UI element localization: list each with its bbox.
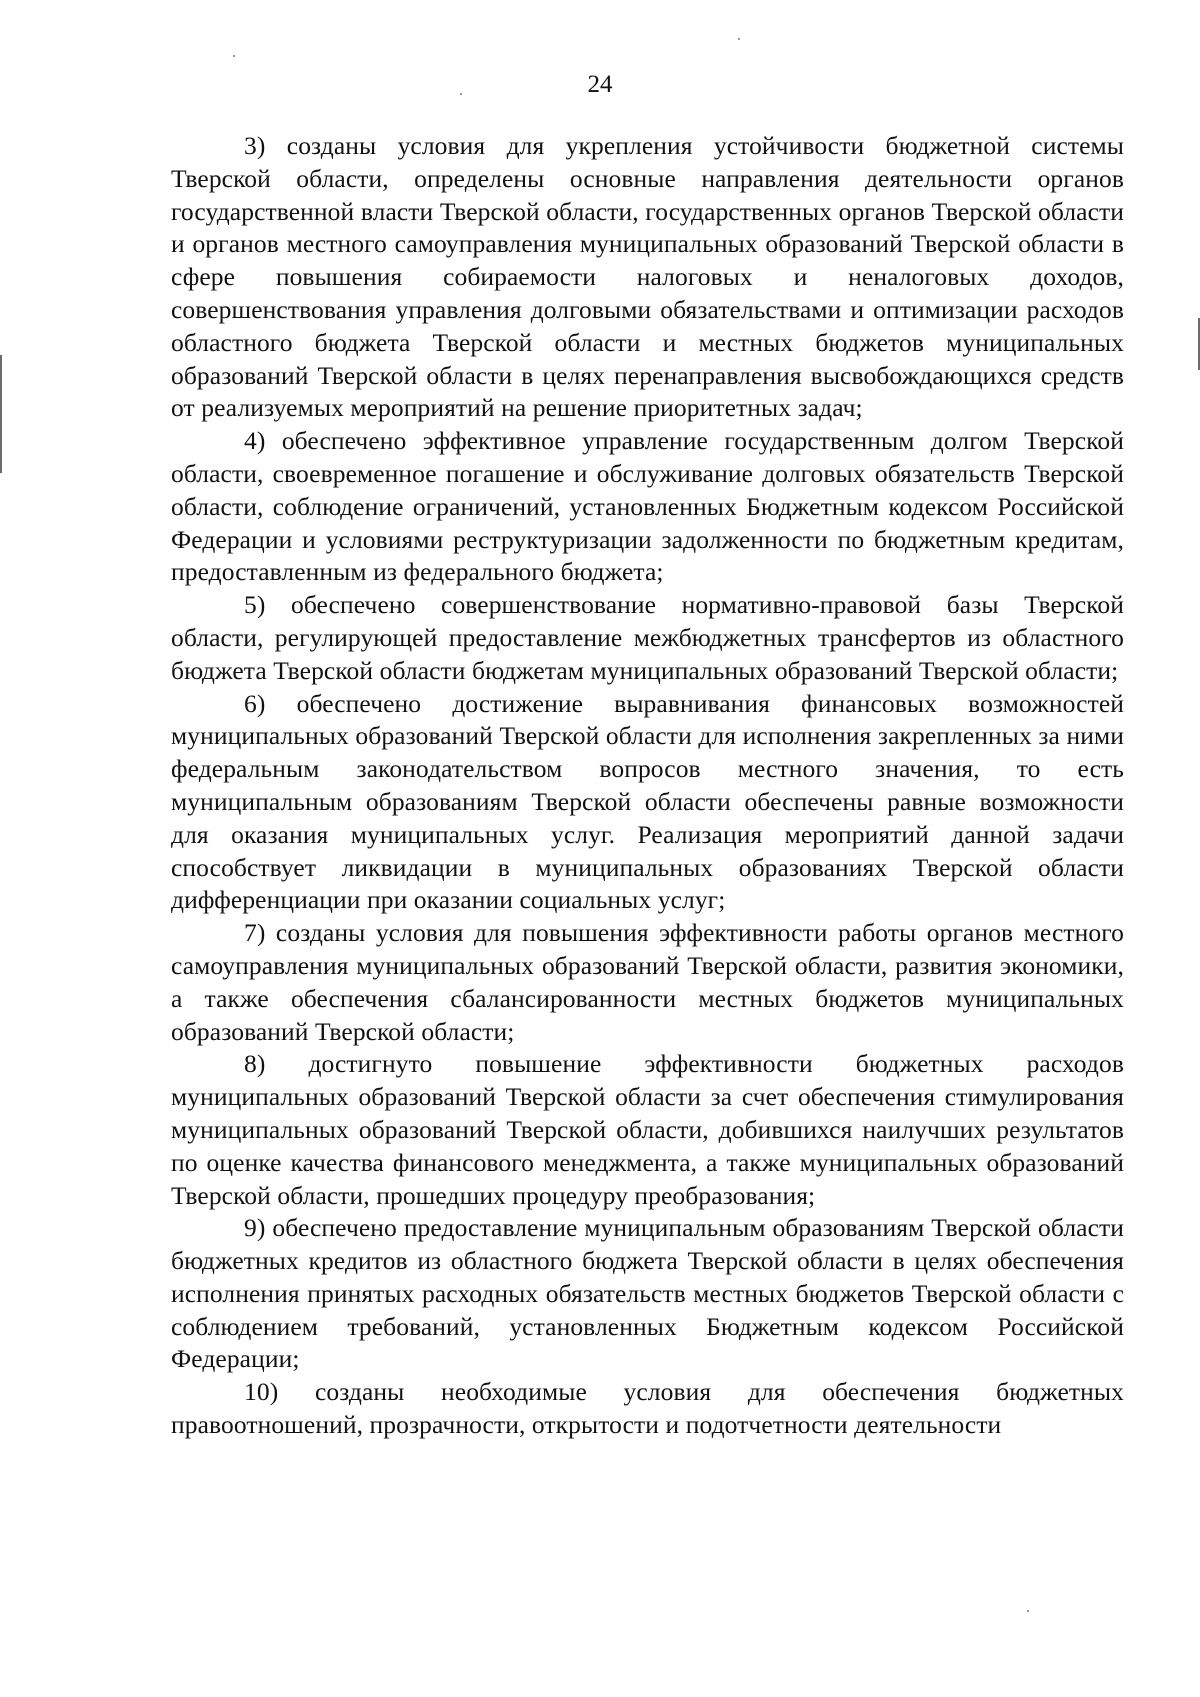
paragraph-item-6: 6) обеспечено достижение выравнивания финансовых возможностей муниципальных образований Тверской области для исполнения закрепленных за ними федеральным законодательством вопросов местного значения, то есть муниципальным образованиям Тверской области обеспечены равные возможности для оказания муниципальных услуг. Реализация мероприятий данной задачи способствует ликвидации в муниципальных образованиях Тверской области дифференциации при оказании социальных услуг;: [171, 688, 1124, 915]
page-number: 24: [587, 71, 613, 98]
paragraph-item-9: 9) обеспечено предоставление муниципальным образованиям Тверской области бюджетных кредитов из областного бюджета Тверской области в целях обеспечения исполнения принятых расходных обязательств местных бюджетов Тверской области с соблюдением требований, установленных Бюджетным кодексом Российской Федерации;: [171, 1213, 1124, 1374]
paragraph-item-5: 5) обеспечено совершенствование нормативно-правовой базы Тверской области, регулирующей предоставление межбюджетных трансфертов из областного бюджета Тверской области бюджетам муниципальных образований Тверской области;: [171, 590, 1124, 685]
paragraph-item-4: 4) обеспечено эффективное управление государственным долгом Тверской области, своевременное погашение и обслуживание долговых обязательств Тверской области, соблюдение ограничений, установленных Бюджетным кодексом Российской Федерации и условиями реструктуризации задолженности по бюджетным кредитам, предоставленным из федерального бюджета;: [171, 426, 1124, 587]
paragraph-item-10: 10) созданы необходимые условия для обеспечения бюджетных правоотношений, прозрачности, открытости и подотчетности деятельности: [171, 1377, 1124, 1440]
paragraph-item-8: 8) достигнуто повышение эффективности бюджетных расходов муниципальных образований Тверской области за счет обеспечения стимулирования муниципальных образований Тверской области, добившихся наилучших результатов по оценке качества финансового менеджмента, а также муниципальных образований Тверской области, прошедших процедуру преобразования;: [171, 1049, 1124, 1210]
scan-edge-left: [0, 355, 2, 473]
scan-speck: [233, 55, 235, 57]
scan-speck: [1027, 1610, 1029, 1612]
document-body: [171, 130, 1124, 1442]
scan-speck: [738, 38, 740, 40]
paragraph-item-7: 7) созданы условия для повышения эффективности работы органов местного самоуправления муниципальных образований Тверской области, развития экономики, а также обеспечения сбалансированности местных бюджетов муниципальных образований Тверской области;: [171, 918, 1124, 1046]
paragraph-item-3: 3) созданы условия для укрепления устойчивости бюджетной системы Тверской области, определены основные направления деятельности органов государственной власти Тверской области, государственных органов Тверской области и органов местного самоуправления муниципальных образований Тверской области в сфере повышения собираемости налоговых и неналоговых доходов, совершенствования управления долговыми обязательствами и оптимизации расходов областного бюджета Тверской области и местных бюджетов муниципальных образований Тверской области в целях перенаправления высвобождающихся средств от реализуемых мероприятий на решение приоритетных задач;: [171, 131, 1124, 423]
